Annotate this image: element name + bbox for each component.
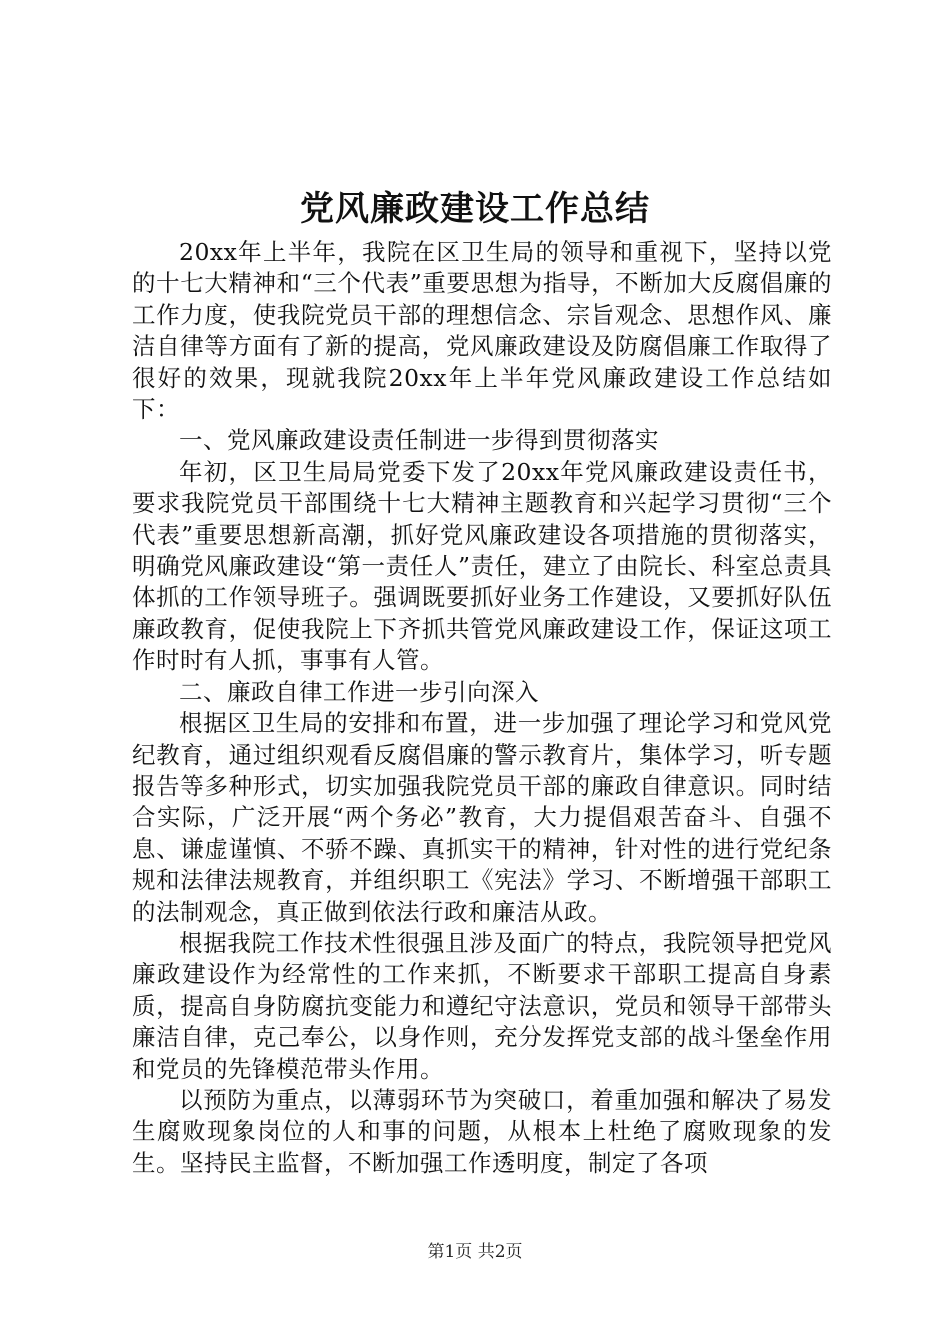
document-title: 党风廉政建设工作总结 (300, 189, 650, 229)
paragraph-section-1: 年初，区卫生局局党委下发了20xx年党风廉政建设责任书，要求我院党员干部围绕十七大精神主题教育和兴起学习贯彻“三个代表”重要思想新高潮，抓好党风廉政建设各项措施的贯彻落实，明确党风廉政建设“第一责任人”责任，建立了由院长、科室总责具体抓的工作领导班子。强调既要抓好业务工作建设，又要抓好队伍廉政教育，促使我院上下齐抓共管党风廉政建设工作，保证这项工作时时有人抓，事事有人管。 (132, 457, 832, 675)
page-number-footer: 第1页 共2页 (427, 1242, 523, 1262)
paragraph-section-2c: 以预防为重点，以薄弱环节为突破口，着重加强和解决了易发生腐败现象岗位的人和事的问题，从根本上杜绝了腐败现象的发生。坚持民主监督，不断加强工作透明度，制定了各项 (132, 1085, 832, 1177)
paragraph-section-2a: 根据区卫生局的安排和布置，进一步加强了理论学习和党风党纪教育，通过组织观看反腐倡廉的警示教育片，集体学习，听专题报告等多种形式，切实加强我院党员干部的廉政自律意识。同时结合实际，广泛开展“两个务必”教育，大力提倡艰苦奋斗、自强不息、谦虚谨慎、不骄不躁、真抓实干的精神，针对性的进行党纪条规和法律法规教育，并组织职工《宪法》学习、不断增强干部职工的法制观念，真正做到依法行政和廉洁从政。 (132, 709, 832, 926)
document-body (132, 237, 832, 1179)
section-heading-1: 一、党风廉政建设责任制进一步得到贯彻落实 (179, 426, 659, 455)
section-heading-2: 二、廉政自律工作进一步引向深入 (179, 677, 539, 706)
paragraph-intro: 20xx年上半年，我院在区卫生局的领导和重视下，坚持以党的十七大精神和“三个代表”重要思想为指导，不断加大反腐倡廉的工作力度，使我院党员干部的理想信念、宗旨观念、思想作风、廉洁自律等方面有了新的提高，党风廉政建设及防腐倡廉工作取得了很好的效果，现就我院20xx年上半年党风廉政建设工作总结如下： (132, 238, 832, 424)
paragraph-section-2b: 根据我院工作技术性很强且涉及面广的特点，我院领导把党风廉政建设作为经常性的工作来抓，不断要求干部职工提高自身素质，提高自身防腐抗变能力和遵纪守法意识，党员和领导干部带头廉洁自律，克己奉公，以身作则，充分发挥党支部的战斗堡垒作用和党员的先锋模范带头作用。 (132, 928, 832, 1083)
